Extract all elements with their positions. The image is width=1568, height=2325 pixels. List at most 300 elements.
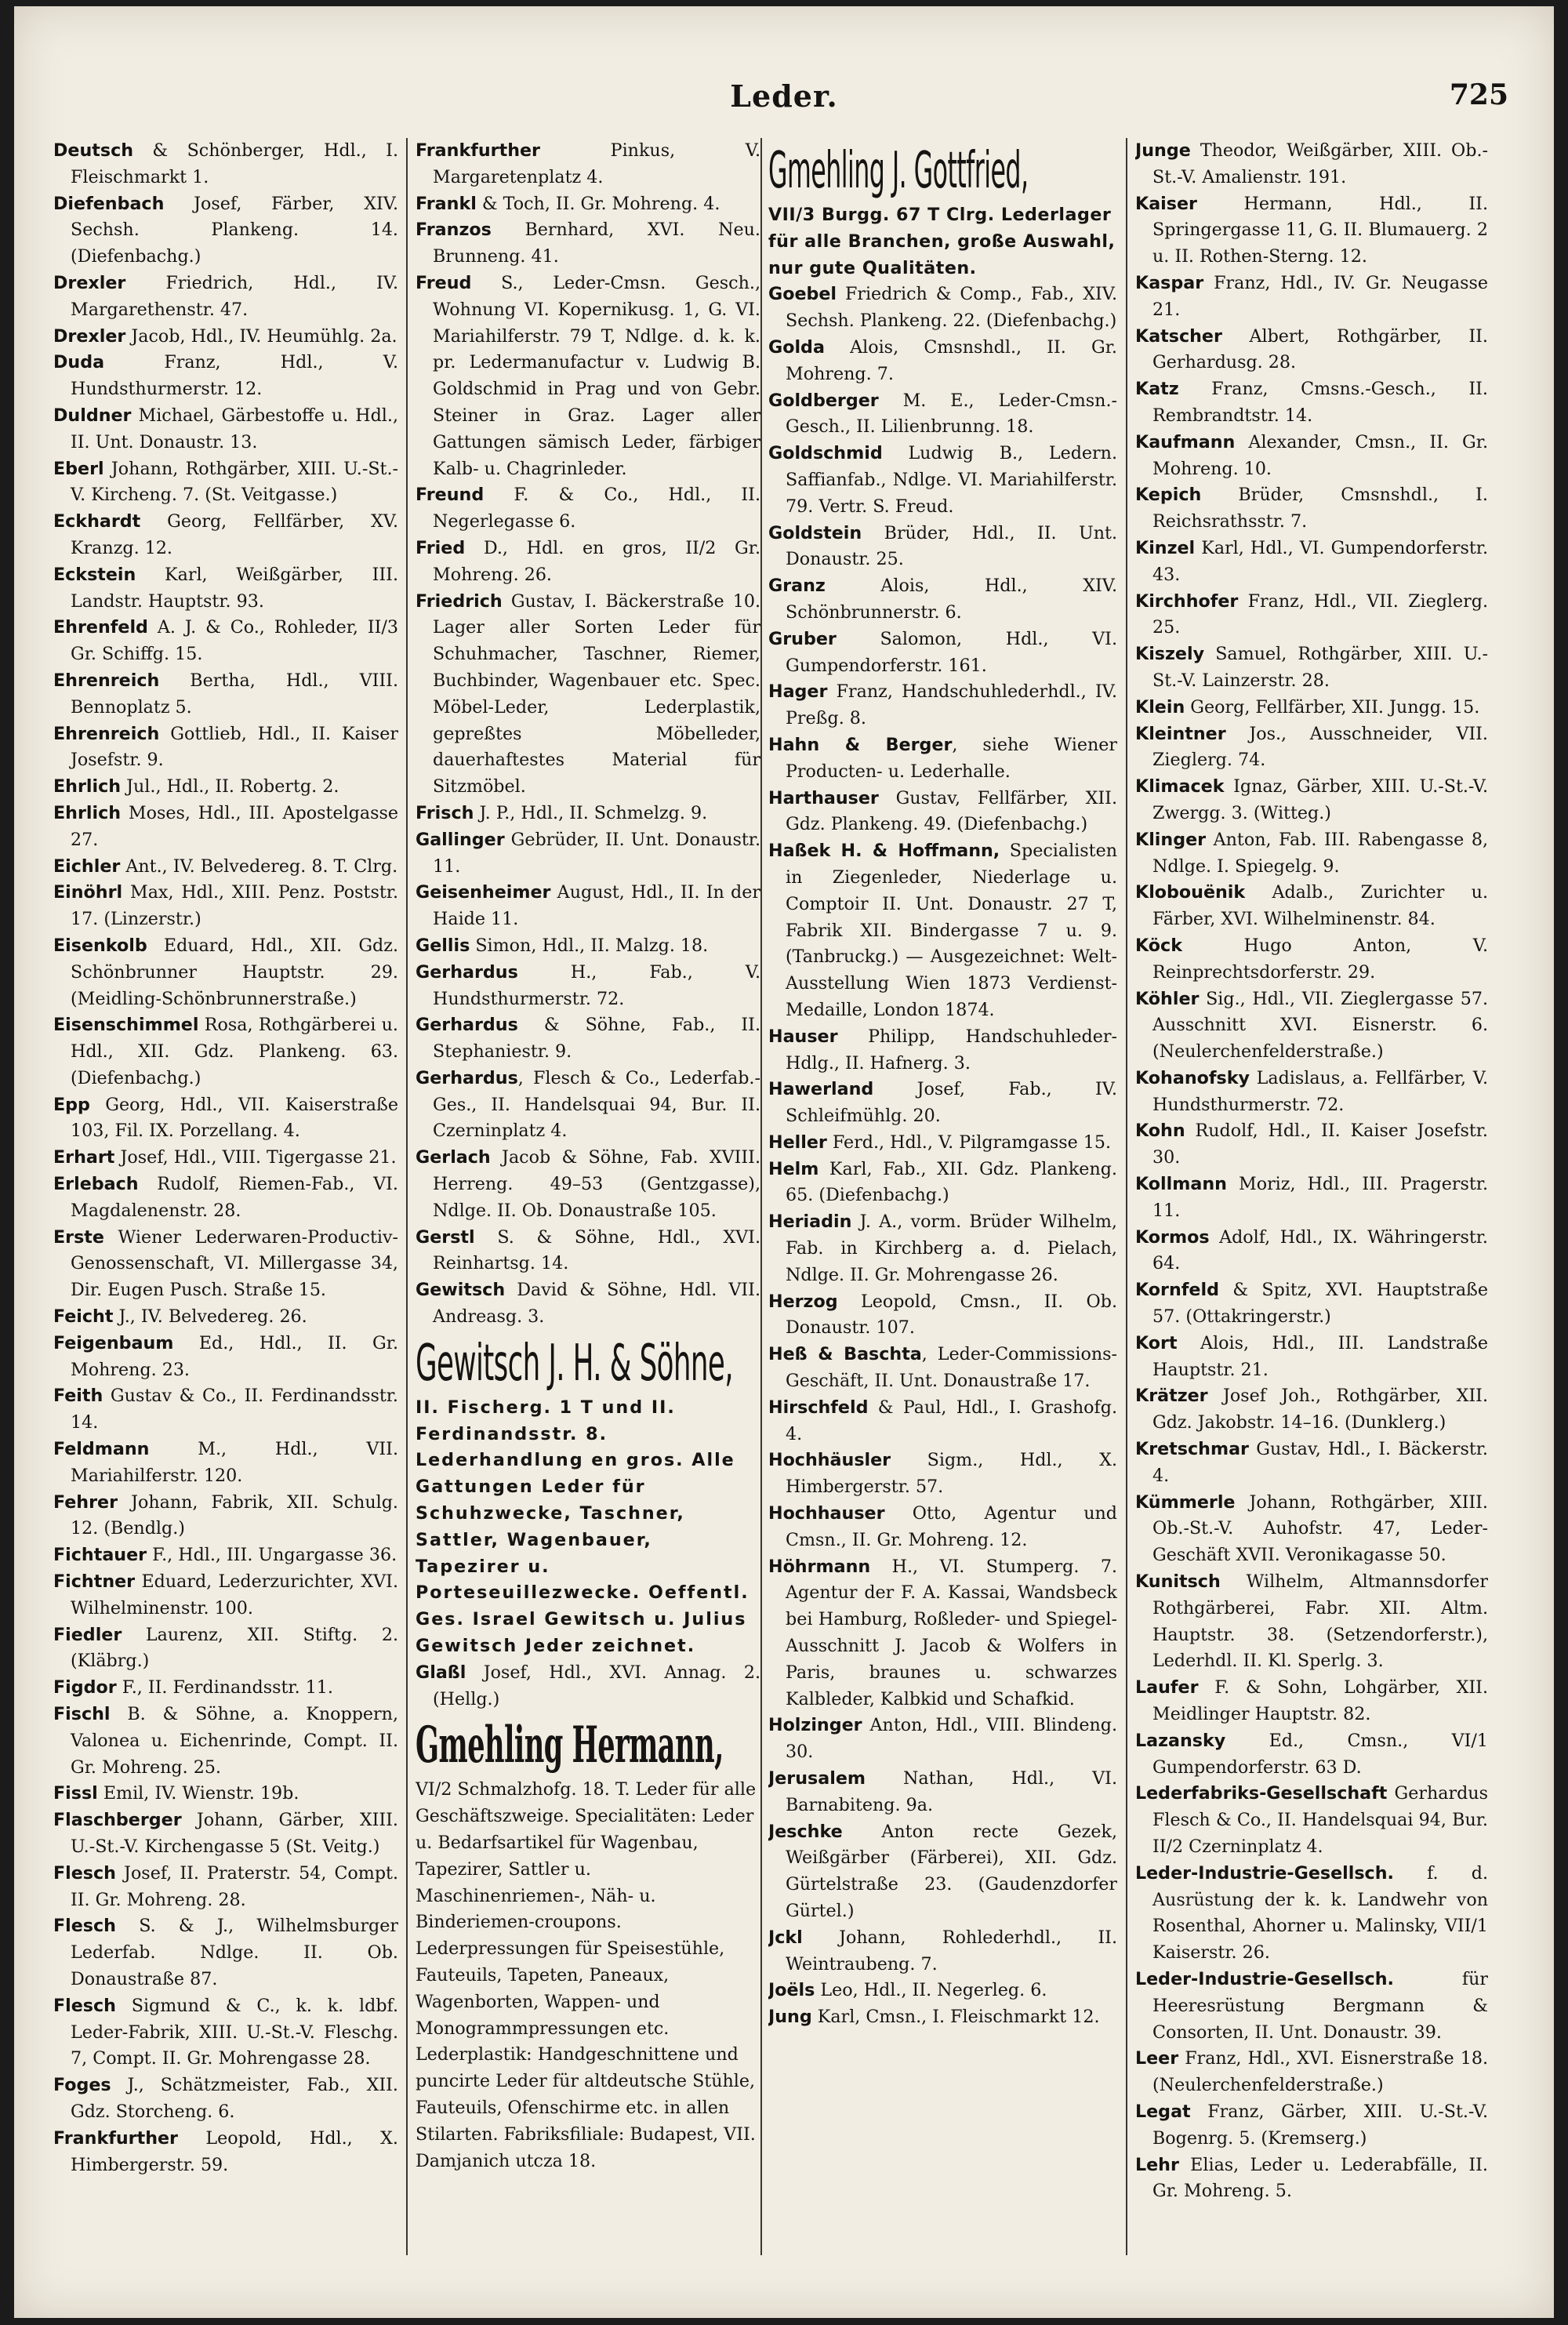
entry-name: Kollmann — [1135, 1174, 1227, 1195]
entry-name: Haßek H. & Hoffmann, — [768, 841, 1000, 862]
entry-name: Ehrlich — [53, 802, 122, 823]
directory-entry — [1135, 324, 1488, 377]
directory-entry — [53, 1913, 398, 1993]
directory-entry — [768, 1077, 1117, 1130]
directory-entry — [768, 732, 1117, 786]
directory-entry — [768, 1766, 1117, 1819]
entry-details: Franz, Hdl., IV. Gr. Neugasse 21. — [1152, 272, 1488, 320]
directory-entry — [53, 1145, 398, 1172]
entry-details: Leo, Hdl., II. Negerleg. 6. — [815, 1980, 1047, 2001]
directory-entry — [416, 271, 760, 482]
directory-entry — [53, 1304, 398, 1331]
advert-gmehling-hermann-body: VI/2 Schmalzhofg. 18. T. Leder für alle Geschäftszweige. Specialitäten: Leder u. Bedarfsartikel für Wagenbau, Tapezirer, Sattler u. Maschinenriemen-, Näh- u. Binderiemen-croupons. Lederpressungen für Speisestühle, Fauteuils, Tapeten, Paneaux, Wagenborten, Wappen- und Monogrammpressungen etc. Lederplastik: Handgeschnittene und puncirte Leder für altdeutsche Stühle, Fauteuils, Ofenschirme etc. in allen Stilarten. Fabriksfiliale: Budapest, VII. Damjanich utcza 18. — [416, 1779, 757, 2171]
entry-details: Gustav & Co., II. Ferdinandsstr. 14. — [71, 1386, 398, 1433]
entry-name: Frankl — [416, 193, 477, 214]
entry-details: Emil, IV. Wienstr. 19b. — [97, 1783, 299, 1804]
entry-name: Gerhardus — [416, 1015, 518, 1036]
entry-name: Flesch — [53, 1995, 116, 2016]
directory-entry — [53, 1622, 398, 1676]
entry-name: Krätzer — [1135, 1386, 1208, 1407]
entry-name: Goebel — [768, 284, 837, 305]
entry-details: Franz, Handschuhlederhdl., IV. Preßg. 8. — [786, 681, 1117, 729]
directory-entry — [1135, 191, 1488, 271]
entry-name: Gerhardus — [416, 961, 518, 983]
entry-details: Georg, Fellfärber, XV. Kranzg. 12. — [71, 511, 398, 558]
entry-details: Johann, Gärber, XIII. U.-St.-V. Kirchengasse 5 (St. Veitg.) — [71, 1810, 398, 1857]
entry-name: Granz — [768, 576, 826, 597]
directory-entry — [1135, 1172, 1488, 1225]
directory-entry — [53, 1383, 398, 1437]
entry-name: Freund — [416, 485, 485, 506]
entry-name: Joëls — [768, 1980, 815, 2001]
entry-name: Frisch — [416, 802, 474, 823]
directory-entry — [768, 679, 1117, 732]
entry-name: Goldstein — [768, 522, 862, 543]
directory-entry — [53, 1702, 398, 1781]
entry-details: A. J. & Co., Rohleder, II/3 Gr. Schiffg. 15. — [71, 617, 398, 665]
directory-entry — [1135, 1675, 1488, 1728]
entry-details: F., Hdl., III. Ungargasse 36. — [147, 1545, 397, 1566]
column-4 — [1135, 138, 1488, 2263]
entry-details: Ed., Cmsn., VI/1 Gumpendorferstr. 63 D. — [1152, 1730, 1488, 1778]
entry-details: Jul., Hdl., II. Robertg. 2. — [121, 776, 339, 797]
entry-details: , Leder-Commissions-Geschäft, II. Unt. Donaustraße 17. — [786, 1344, 1117, 1392]
entry-name: Jung — [768, 2007, 812, 2028]
entry-name: Kleintner — [1135, 723, 1226, 744]
directory-entry — [1135, 482, 1488, 536]
directory-entry — [1135, 1331, 1488, 1384]
entry-name: Klimacek — [1135, 776, 1225, 797]
directory-entry — [768, 1713, 1117, 1766]
entry-name: Helm — [768, 1158, 819, 1179]
entry-details: M., Hdl., VII. Mariahilferstr. 120. — [71, 1439, 398, 1486]
directory-entry — [416, 482, 760, 536]
entry-details: Franz, Gärber, XIII. U.-St.-V. Bogenrg. 5. (Kremserg.) — [1152, 2101, 1488, 2149]
entry-name: Gerstl — [416, 1226, 475, 1248]
entry-name: Feigenbaum — [53, 1332, 174, 1353]
entry-name: Golda — [768, 336, 825, 358]
entry-name: Deutsch — [53, 140, 134, 161]
entry-details: Sig., Hdl., VII. Zieglergasse 57. Ausschnitt XVI. Eisnerstr. 6. (Neulerchenfelderstraße.) — [1152, 988, 1488, 1063]
page-title: Leder. — [730, 78, 838, 114]
directory-entry — [53, 880, 398, 933]
entry-details: Karl, Fab., XII. Gdz. Plankeng. 65. (Diefenbachg.) — [786, 1158, 1117, 1206]
entry-name: Gerlach — [416, 1147, 491, 1168]
advert-gmehling-hermann-title: Gmehling Hermann, — [416, 1716, 724, 1775]
entry-details: Ant., IV. Belvedereg. 8. T. Clrg. — [120, 856, 398, 877]
directory-entry — [416, 933, 760, 960]
advert-gewitsch — [416, 1334, 760, 1660]
entry-details: Specialisten in Ziegenleder, Niederlage u. Comptoir II. Unt. Donaustr. 27 T, Fabrik XII. Bindergasse 7 u. 9. (Tanbruckg.) — Ausgezeichnet: Welt-Ausstellung Wien 1873 Verdienst-Medaille, London 1874. — [786, 841, 1117, 1020]
directory-entry — [416, 1225, 760, 1278]
directory-entry — [1135, 641, 1488, 695]
entry-name: Glaßl — [416, 1662, 466, 1683]
entry-details: Alois, Hdl., XIV. Schönbrunnerstr. 6. — [786, 576, 1117, 623]
directory-entry — [768, 521, 1117, 574]
directory-entry — [53, 350, 398, 403]
directory-entry — [1135, 2046, 1488, 2099]
entry-name: Fried — [416, 537, 466, 558]
entry-name: Herzog — [768, 1291, 838, 1312]
directory-entry — [416, 1277, 760, 1331]
entry-details: Rudolf, Riemen-Fab., VI. Magdalenenstr. 28. — [71, 1174, 398, 1221]
entry-name: Heriadin — [768, 1212, 852, 1233]
entry-details: Alexander, Cmsn., II. Gr. Mohreng. 10. — [1152, 431, 1488, 479]
entry-name: Feith — [53, 1386, 103, 1407]
directory-entry — [768, 335, 1117, 388]
entry-details: S., Leder-Cmsn. Gesch., Wohnung VI. Kopernikusg. 1, G. VI. Mariahilferstr. 79 T, Ndlge. d. k. k. pr. Ledermanufactur v. Ludwig B. Goldschmid in Prag und von Gebr. Steiner in Graz. Lager aller Gattungen sämisch Leder, färbiger Kalb- u. Chagrinleder. — [433, 272, 760, 479]
entry-details: B. & Söhne, a. Knoppern, Valonea u. Eichenrinde, Compt. II. Gr. Mohreng. 25. — [71, 1704, 398, 1778]
entry-details: Sigm., Hdl., X. Himbergerstr. 57. — [786, 1450, 1117, 1498]
entry-details: Pinkus, V. Margaretenplatz 4. — [433, 140, 760, 187]
entry-details: J., IV. Belvedereg. 26. — [113, 1306, 307, 1328]
entry-name: Harthauser — [768, 787, 879, 808]
entry-details: Franz, Hdl., XVI. Eisnerstraße 18. (Neulerchenfelderstraße.) — [1152, 2048, 1488, 2096]
entry-details: Ferd., Hdl., V. Pilgramgasse 15. — [826, 1132, 1112, 1153]
entry-name: Klein — [1135, 696, 1185, 717]
directory-entry — [53, 1569, 398, 1622]
directory-entry — [416, 960, 760, 1013]
entry-details: Ladislaus, a. Fellfärber, V. Hundsthurmerstr. 72. — [1152, 1067, 1488, 1115]
directory-entry — [53, 324, 398, 351]
entry-details: Franz, Cmsns.-Gesch., II. Rembrandtstr. 14. — [1152, 379, 1488, 426]
entry-name: Kretschmar — [1135, 1439, 1249, 1460]
entry-name: Laufer — [1135, 1677, 1199, 1698]
entry-name: Leder-Industrie-Gesellsch. — [1135, 1862, 1394, 1884]
directory-entry — [53, 509, 398, 562]
entry-details: Albert, Rothgärber, II. Gerhardusg. 28. — [1152, 325, 1488, 373]
entry-details: Salomon, Hdl., VI. Gumpendorferstr. 161. — [786, 628, 1117, 676]
entry-name: Lederfabriks-Gesellschaft — [1135, 1783, 1388, 1804]
entry-name: Eichler — [53, 856, 121, 877]
entry-name: Kirchhofer — [1135, 590, 1239, 612]
directory-entry — [53, 1331, 398, 1384]
entry-details: & Spitz, XVI. Hauptstraße 57. (Ottakringerstr.) — [1152, 1280, 1488, 1328]
entry-details: Anton recte Gezek, Weißgärber (Färberei), XII. Gdz. Gürtelstraße 23. (Gaudenzdorfer Gürtel.) — [786, 1821, 1117, 1921]
entry-details: Karl, Weißgärber, III. Landstr. Hauptstr. 93. — [71, 564, 398, 612]
directory-entry — [53, 403, 398, 456]
entry-details: Johann, Fabrik, XII. Schulg. 12. (Bendlg.) — [71, 1491, 398, 1539]
entry-name: Kohanofsky — [1135, 1067, 1250, 1088]
directory-entry — [416, 138, 760, 191]
entry-details: Anton, Hdl., VIII. Blindeng. 30. — [786, 1715, 1117, 1763]
directory-entry — [1135, 695, 1488, 721]
advert-gmehling-gottfried — [768, 141, 1117, 282]
entry-details: Anton, Fab. III. Rabengasse 8, Ndlge. I. Spiegelg. 9. — [1152, 829, 1488, 877]
entry-details: Wilhelm, Altmannsdorfer Rothgärberei, Fabr. XII. Altm. Hauptstr. 38. (Setzendorferstr.), Lederhdl. II. Kl. Sperlg. 3. — [1152, 1571, 1488, 1672]
entry-name: Fiedler — [53, 1624, 122, 1645]
entry-details: Eduard, Lederzurichter, XVI. Wilhelminenstr. 100. — [71, 1571, 398, 1618]
entry-details: Adolf, Hdl., IX. Währingerstr. 64. — [1152, 1226, 1488, 1274]
entry-name: Klinger — [1135, 829, 1207, 850]
entry-details: Adalb., Zurichter u. Färber, XVI. Wilhelminenstr. 84. — [1152, 882, 1488, 930]
entry-name: Kohn — [1135, 1121, 1185, 1142]
entry-name: Jckl — [768, 1927, 803, 1948]
directory-entry — [53, 2073, 398, 2126]
entry-name: Kinzel — [1135, 537, 1196, 558]
entry-details: S. & Söhne, Hdl., XVI. Reinhartsg. 14. — [433, 1226, 760, 1274]
entry-name: Goldberger — [768, 390, 879, 411]
entry-name: Figdor — [53, 1677, 117, 1698]
directory-entry — [53, 933, 398, 1012]
entry-name: Holzinger — [768, 1715, 862, 1736]
directory-entry — [53, 615, 398, 668]
directory-entry — [53, 1807, 398, 1861]
directory-entry — [53, 191, 398, 271]
column-2-entries — [416, 138, 760, 1331]
directory-entry — [1135, 1277, 1488, 1331]
entry-name: Franzos — [416, 220, 492, 241]
entry-name: Jerusalem — [768, 1768, 866, 1789]
advert-gewitsch-title: Gewitsch J. H. & Söhne, — [416, 1334, 733, 1393]
entry-name: Katz — [1135, 379, 1179, 400]
entry-details: Johann, Rohlederhdl., II. Weintraubeng. 7. — [786, 1927, 1117, 1974]
entry-name: Kornfeld — [1135, 1280, 1219, 1301]
directory-entry — [53, 1861, 398, 1914]
directory-entry — [53, 1012, 398, 1092]
directory-entry — [1135, 1118, 1488, 1172]
directory-entry — [53, 774, 398, 801]
entry-details: Georg, Hdl., VII. Kaiserstraße 103, Fil. IX. Porzellang. 4. — [71, 1094, 398, 1142]
directory-entry — [53, 1092, 398, 1146]
entry-name: Ehrenreich — [53, 670, 160, 691]
directory-entry — [416, 536, 760, 589]
directory-entry — [53, 854, 398, 881]
entry-name: Gewitsch — [416, 1280, 506, 1301]
entry-details: Wiener Lederwaren-Productiv-Genossenschaft, VI. Millergasse 34, Dir. Eugen Pusch. Straße 15. — [71, 1226, 398, 1301]
entry-details: Friedrich, Hdl., IV. Margarethenstr. 47. — [71, 272, 398, 320]
entry-name: Geisenheimer — [416, 882, 551, 903]
entry-name: Duda — [53, 352, 105, 373]
directory-entry — [53, 1675, 398, 1702]
entry-details: Karl, Cmsn., I. Fleischmarkt 12. — [811, 2007, 1100, 2028]
entry-name: Diefenbach — [53, 193, 165, 214]
entry-name: Kepich — [1135, 485, 1202, 506]
directory-entry — [416, 1660, 760, 1713]
entry-details: Philipp, Handschuhleder-Hdlg., II. Hafnerg. 3. — [786, 1026, 1117, 1073]
column-divider — [1126, 138, 1127, 2255]
directory-entry — [1135, 827, 1488, 881]
directory-entry — [1135, 880, 1488, 933]
entry-name: Friedrich — [416, 590, 503, 612]
entry-details: Bernhard, XVI. Neu. Brunneng. 41. — [433, 220, 760, 267]
entry-details: f. d. Ausrüstung der k. k. Landwehr von Rosenthal, Ahorner u. Malinsky, VII/1 Kaiserstr. 26. — [1152, 1862, 1488, 1964]
entry-details: Nathan, Hdl., VI. Barnabiteng. 9a. — [786, 1768, 1117, 1815]
directory-entry — [1135, 1437, 1488, 1490]
directory-entry — [53, 1172, 398, 1225]
directory-entry — [53, 271, 398, 324]
directory-entry — [1135, 2152, 1488, 2206]
entry-name: Goldschmid — [768, 443, 883, 464]
directory-entry — [1135, 1781, 1488, 1860]
entry-details: Alois, Cmsnshdl., II. Gr. Mohreng. 7. — [786, 336, 1117, 384]
entry-details: Ludwig B., Ledern. Saffianfab., Ndlge. VI. Mariahilferstr. 79. Vertr. S. Freud. — [786, 443, 1117, 517]
entry-details: Josef, Hdl., VIII. Tigergasse 21. — [114, 1147, 397, 1168]
entry-name: Einöhrl — [53, 882, 123, 903]
column-2b-entries — [416, 1660, 760, 1713]
entry-details: Elias, Leder u. Lederabfälle, II. Gr. Mohreng. 5. — [1152, 2154, 1488, 2202]
directory-entry — [768, 838, 1117, 1024]
entry-name: Kort — [1135, 1332, 1178, 1353]
entry-details: Theodor, Weißgärber, XIII. Ob.-St.-V. Amalienstr. 191. — [1152, 140, 1488, 187]
directory-entry — [768, 1554, 1117, 1713]
entry-details: Josef, Fab., IV. Schleifmühlg. 20. — [786, 1079, 1117, 1127]
directory-entry — [768, 1978, 1117, 2004]
directory-entry — [1135, 1225, 1488, 1278]
entry-details: Jacob, Hdl., IV. Heumühlg. 2a. — [125, 325, 397, 347]
entry-name: Hauser — [768, 1026, 838, 1047]
entry-details: Gerhardus Flesch & Co., II. Handelsquai 94, Bur. II/2 Czerninplatz 4. — [1152, 1783, 1488, 1857]
entry-name: Flesch — [53, 1916, 116, 1937]
directory-entry — [768, 1395, 1117, 1448]
entry-details: Franz, Hdl., V. Hundsthurmerstr. 12. — [71, 352, 398, 400]
entry-details: S. & J., Wilhelmsburger Lederfab. Ndlge. II. Ob. Donaustraße 87. — [71, 1916, 398, 1989]
entry-details: Otto, Agentur und Cmsn., II. Gr. Mohreng. 12. — [786, 1503, 1117, 1550]
entry-details: , Flesch & Co., Lederfab.-Ges., II. Handelsquai 94, Bur. II. Czerninplatz 4. — [433, 1067, 760, 1142]
directory-entry — [416, 217, 760, 271]
directory-entry — [416, 1012, 760, 1066]
entry-details: Gottlieb, Hdl., II. Kaiser Josefstr. 9. — [71, 723, 398, 771]
directory-entry — [53, 721, 398, 775]
entry-name: Hochhauser — [768, 1503, 885, 1524]
entry-details: & Söhne, Fab., II. Stephaniestr. 9. — [433, 1015, 760, 1063]
directory-entry — [768, 1819, 1117, 1925]
advert-gewitsch-body: II. Fischerg. 1 T und II. Ferdinandsstr. 8. Lederhandlung en gros. Alle Gattungen Leder für Schuhzwecke, Taschner, Sattler, Wagenbauer, Tapezirer u. Porteseuillezwecke. Oeffentl. Ges. Israel Gewitsch u. Julius Gewitsch Jeder zeichnet. — [416, 1397, 750, 1657]
entry-name: Ehrlich — [53, 776, 122, 797]
entry-name: Kaufmann — [1135, 431, 1236, 452]
directory-entry — [53, 668, 398, 721]
entry-details: Alois, Hdl., III. Landstraße Hauptstr. 21. — [1152, 1332, 1488, 1380]
directory-entry — [768, 1024, 1117, 1077]
directory-entry — [53, 1225, 398, 1304]
entry-name: Junge — [1135, 140, 1191, 161]
directory-entry — [1135, 536, 1488, 589]
entry-details: Johann, Rothgärber, XIII. Ob.-St.-V. Auhofstr. 47, Leder-Geschäft XVII. Veronikagasse 50. — [1152, 1491, 1488, 1566]
directory-entry — [1135, 1490, 1488, 1569]
entry-details: für Heeresrüstung Bergmann & Consorten, II. Unt. Donaustr. 39. — [1152, 1968, 1488, 2043]
entry-details: F. & Co., Hdl., II. Negerlegasse 6. — [433, 485, 760, 532]
entry-name: Eisenschimmel — [53, 1015, 199, 1036]
entry-name: Drexler — [53, 325, 126, 347]
column-2 — [416, 138, 760, 2263]
entry-name: Höhrmann — [768, 1556, 871, 1577]
entry-details: Moses, Hdl., III. Apostelgasse 27. — [71, 802, 398, 850]
directory-entry — [1135, 430, 1488, 483]
entry-name: Heß & Baschta — [768, 1344, 922, 1365]
entry-name: Flesch — [53, 1862, 116, 1884]
entry-details: F. & Sohn, Lohgärber, XII. Meidlinger Hauptstr. 82. — [1152, 1677, 1488, 1725]
column-1 — [53, 138, 398, 2263]
entry-details: Samuel, Rothgärber, XIII. U.-St.-V. Lainzerstr. 28. — [1152, 644, 1488, 691]
entry-name: Fichtauer — [53, 1545, 147, 1566]
entry-name: Hochhäusler — [768, 1450, 891, 1471]
entry-name: Erlebach — [53, 1174, 139, 1195]
entry-details: Jacob & Söhne, Fab. XVIII. Herreng. 49–53 (Gentzgasse), Ndlge. II. Ob. Donaustraße 105. — [433, 1147, 760, 1221]
entry-name: Duldner — [53, 405, 132, 426]
directory-entry — [1135, 1066, 1488, 1119]
entry-details: Hugo Anton, V. Reinprechtsdorferstr. 29. — [1152, 935, 1488, 983]
directory-entry — [768, 1501, 1117, 1554]
entry-name: Eisenkolb — [53, 935, 147, 956]
entry-details: J. A., vorm. Brüder Wilhelm, Fab. in Kirchberg a. d. Pielach, Ndlge. II. Gr. Mohrengasse 26. — [786, 1212, 1117, 1285]
directory-entry — [416, 827, 760, 881]
entry-details: Johann, Rothgärber, XIII. U.-St.-V. Kircheng. 7. (St. Veitgasse.) — [71, 458, 398, 506]
entry-name: Feicht — [53, 1306, 114, 1328]
entry-details: Friedrich & Comp., Fab., XIV. Sechsh. Plankeng. 22. (Diefenbachg.) — [786, 284, 1117, 332]
entry-name: Klobouënik — [1135, 882, 1246, 903]
page-header — [14, 6, 1554, 124]
entry-details: M. E., Leder-Cmsn.-Gesch., II. Lilienbrunng. 18. — [786, 390, 1117, 438]
directory-entry — [416, 1145, 760, 1224]
entry-name: Frankfurther — [416, 140, 540, 161]
directory-entry — [1135, 589, 1488, 642]
entry-name: Erhart — [53, 1147, 115, 1168]
entry-name: Lehr — [1135, 2154, 1179, 2175]
entry-details: H., Fab., V. Hundsthurmerstr. 72. — [433, 961, 760, 1009]
entry-details: Gustav, Hdl., I. Bäckerstr. 4. — [1152, 1439, 1488, 1486]
entry-name: Kiszely — [1135, 644, 1205, 665]
entry-name: Hirschfeld — [768, 1397, 869, 1418]
directory-entry — [1135, 933, 1488, 986]
entry-details: Hermann, Hdl., II. Springergasse 11, G. II. Blumauerg. 2 u. II. Rothen-Sterng. 12. — [1152, 193, 1488, 267]
entry-details: Brüder, Hdl., II. Unt. Donaustr. 25. — [786, 522, 1117, 570]
entry-name: Drexler — [53, 272, 126, 293]
directory-entry — [1135, 271, 1488, 324]
entry-name: Eckstein — [53, 564, 136, 585]
entry-details: Josef, II. Praterstr. 54, Compt. II. Gr. Mohreng. 28. — [71, 1862, 398, 1910]
directory-entry — [768, 627, 1117, 680]
entry-details: Moriz, Hdl., III. Pragerstr. 11. — [1152, 1174, 1488, 1221]
entry-name: Gruber — [768, 628, 837, 649]
column-3 — [768, 138, 1117, 2263]
directory-entry — [53, 1993, 398, 2073]
entry-name: Fissl — [53, 1783, 98, 1804]
directory-entry — [53, 801, 398, 854]
entry-details: August, Hdl., II. In der Haide 11. — [433, 882, 760, 930]
entry-name: Köck — [1135, 935, 1182, 956]
entry-details: Gebrüder, II. Unt. Donaustr. 11. — [433, 829, 760, 877]
directory-entry — [53, 138, 398, 191]
entry-name: Kaiser — [1135, 193, 1197, 214]
entry-details: D., Hdl. en gros, II/2 Gr. Mohreng. 26. — [433, 537, 760, 585]
entry-details: David & Söhne, Hdl. VII. Andreasg. 3. — [433, 1280, 760, 1328]
directory-entry — [416, 801, 760, 827]
directory-entry — [53, 1437, 398, 1490]
entry-details: Jos., Ausschneider, VII. Zieglerg. 74. — [1152, 723, 1488, 771]
entry-name: Gallinger — [416, 829, 505, 850]
directory-page — [14, 6, 1554, 2318]
entry-details: Ed., Hdl., II. Gr. Mohreng. 23. — [71, 1332, 398, 1380]
entry-details: Eduard, Hdl., XII. Gdz. Schönbrunner Hauptstr. 29. (Meidling-Schönbrunnerstraße.) — [71, 935, 398, 1009]
directory-entry — [416, 1066, 760, 1145]
directory-entry — [53, 456, 398, 510]
entry-name: Legat — [1135, 2101, 1191, 2122]
directory-entry — [768, 1209, 1117, 1288]
directory-entry — [53, 2126, 398, 2179]
directory-entry — [1135, 376, 1488, 430]
directory-entry — [768, 1130, 1117, 1157]
entry-name: Ehrenfeld — [53, 617, 148, 638]
entry-name: Fehrer — [53, 1491, 118, 1513]
entry-details: Sigmund & C., k. k. ldbf. Leder-Fabrik, XIII. U.-St.-V. Fleschg. 7, Compt. II. Gr. Mohrengasse 28. — [71, 1995, 398, 2069]
entry-name: Köhler — [1135, 988, 1200, 1009]
directory-entry — [1135, 1569, 1488, 1675]
entry-name: Hahn & Berger — [768, 734, 953, 755]
directory-entry — [1135, 1383, 1488, 1437]
entry-name: Freud — [416, 272, 472, 293]
entry-details: H., VI. Stumperg. 7. Agentur der F. A. Kassai, Wandsbeck bei Hamburg, Roßleder- und Spiegel-Ausschnitt J. Jacob & Wolfers in Paris, braunes u. schwarzes Kalbleder, Kalbkid und Schafkid. — [786, 1556, 1117, 1709]
directory-entry — [768, 1342, 1117, 1395]
